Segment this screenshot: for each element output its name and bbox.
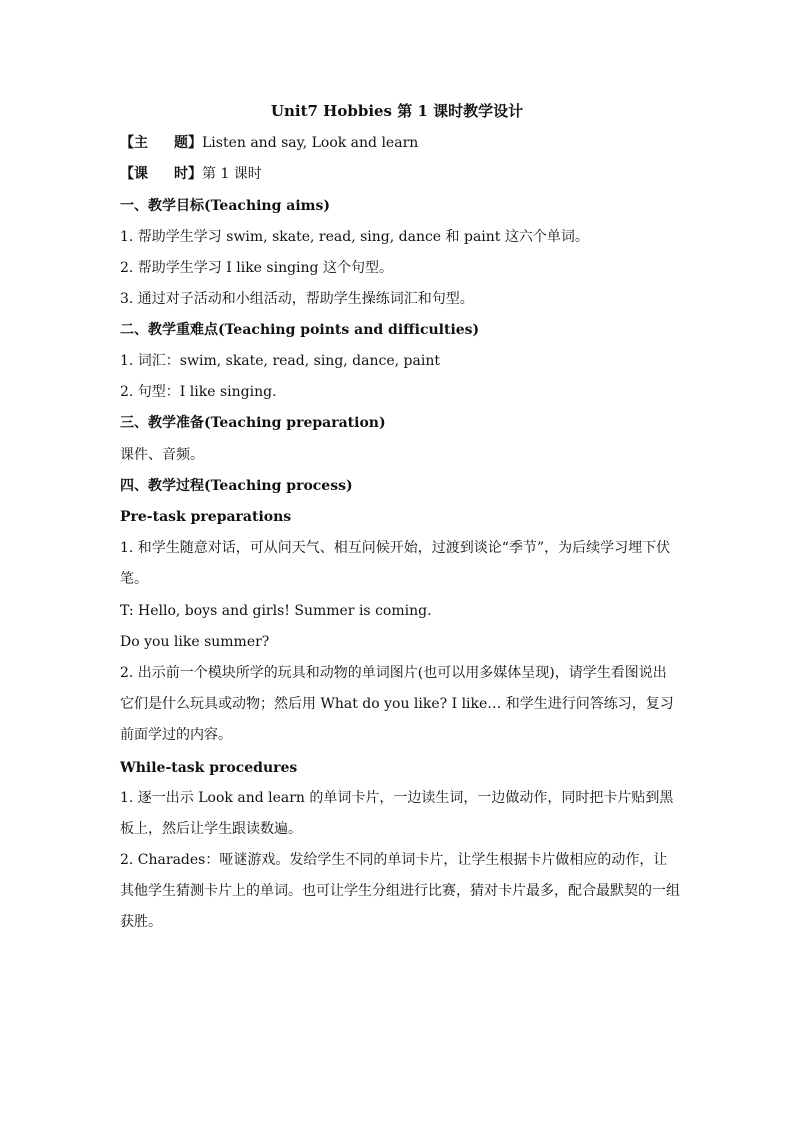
topic-value: Listen and say, Look and learn [202,135,419,151]
aims-heading: 一、教学目标(Teaching aims) [120,198,330,214]
prep-heading: 三、教学准备(Teaching preparation) [120,415,386,431]
period-label-close: 时】 [174,166,202,182]
prep-text: 课件、音频。 [120,447,204,463]
topic-label-close: 题】 [174,135,202,151]
process-heading: 四、教学过程(Teaching process) [120,478,353,494]
points-heading: 二、教学重难点(Teaching points and difficulties) [120,322,480,338]
topic-label-open: 【主 [120,135,148,151]
while-task-step-2: 2. Charades：哑谜游戏。发给学生不同的单词卡片，让学生根据卡片做相应的动作，让其他学生猜测卡片上的单词。也可让学生分组进行比赛，猜对卡片最多，配合最默契的一组获胜。 [120,852,680,930]
points-item-2: 2. 句型：I like singing. [120,384,277,400]
points-item-1: 1. 词汇：swim, skate, read, sing, dance, paint [120,353,440,369]
while-task-heading: While-task procedures [120,760,298,776]
pre-task-step-2: 2. 出示前一个模块所学的玩具和动物的单词图片(也可以用多媒体呈现)，请学生看图说出它们是什么玩具或动物；然后用 What do you like? I like… 和学生进行问答练习，复习前面学过的内容。 [120,665,674,743]
document-title: Unit7 Hobbies 第 1 课时教学设计 [270,102,524,120]
aims-item-1: 1. 帮助学生学习 swim, skate, read, sing, dance 和 paint 这六个单词。 [120,229,589,245]
while-task-step-1: 1. 逐一出示 Look and learn 的单词卡片，一边读生词，一边做动作，同时把卡片贴到黑板上，然后让学生跟读数遍。 [120,790,674,837]
dialog-line-1: T: Hello, boys and girls! Summer is coming. [120,603,432,619]
pre-task-step-1: 1. 和学生随意对话，可从问天气、相互问候开始，过渡到谈论“季节”，为后续学习埋下伏笔。 [120,540,671,587]
pre-task-heading: Pre-task preparations [120,509,292,525]
period-label-open: 【课 [120,166,148,182]
dialog-line-2: Do you like summer? [120,634,270,650]
period-line [120,163,680,185]
aims-item-2: 2. 帮助学生学习 I like singing 这个句型。 [120,260,393,276]
aims-item-3: 3. 通过对子活动和小组活动，帮助学生操练词汇和句型。 [120,291,474,307]
topic-line [120,132,680,154]
period-value: 第 1 课时 [202,166,262,182]
